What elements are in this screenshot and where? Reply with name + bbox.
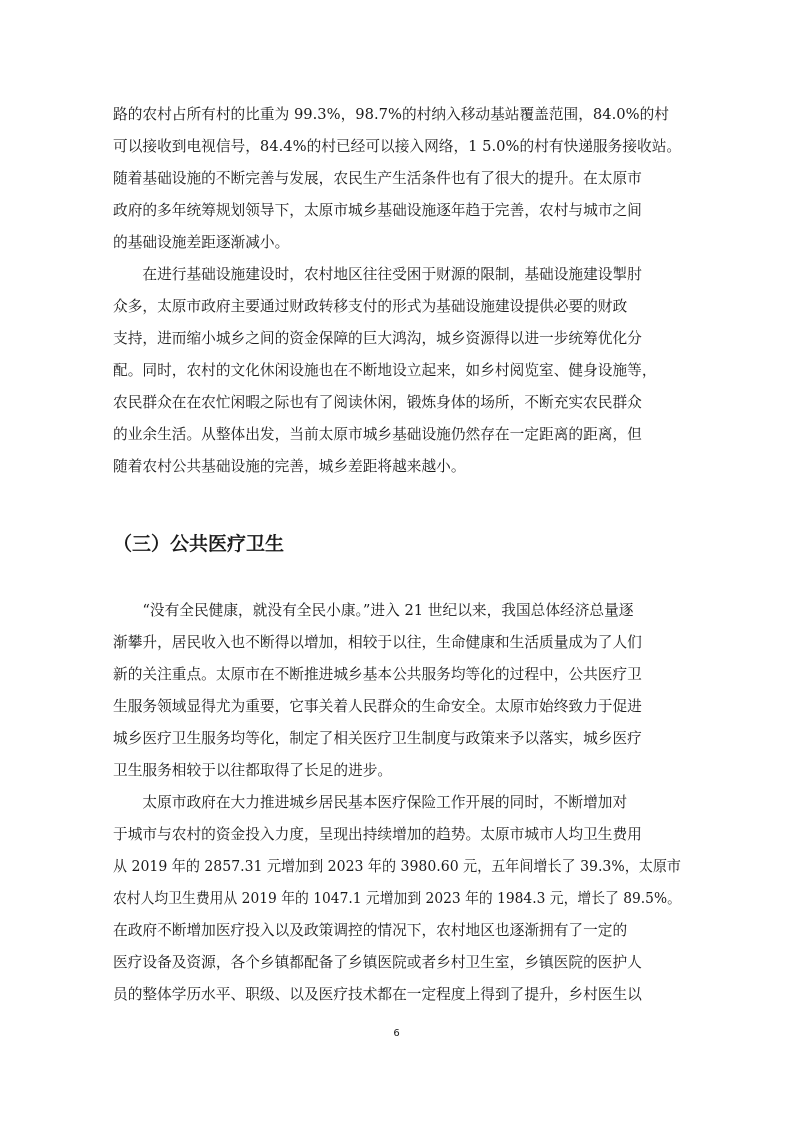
paragraph-line: 的基础设施差距逐渐减小。 xyxy=(113,233,290,251)
paragraph-line: 众多，太原市政府主要通过财政转移支付的形式为基础设施建设提供必要的财政 xyxy=(113,297,628,315)
paragraph-line: 医疗设备及资源，各个乡镇都配备了乡镇医院或者乡村卫生室，乡镇医院的医护人 xyxy=(113,953,642,971)
paragraph-line: 路的农村占所有村的比重为 99.3%，98.7%的村纳入移动基站覆盖范围，84.0%的村 xyxy=(113,105,669,123)
paragraph-line: 员的整体学历水平、职级、以及医疗技术都在一定程度上得到了提升，乡村医生以 xyxy=(113,985,642,1003)
paragraph-line: 政府的多年统筹规划领导下，太原市城乡基础设施逐年趋于完善，农村与城市之间 xyxy=(113,201,642,219)
paragraph-line: 可以接收到电视信号，84.4%的村已经可以接入网络，1 5.0%的村有快递服务接收站。 xyxy=(113,137,682,155)
paragraph-line: 在政府不断增加医疗投入以及政策调控的情况下，农村地区也逐渐拥有了一定的 xyxy=(113,921,628,939)
page-number: 6 xyxy=(393,1028,400,1039)
paragraph-line: 随着农村公共基础设施的完善，城乡差距将越来越小。 xyxy=(113,457,466,475)
paragraph-line: 新的关注重点。太原市在不断推进城乡基本公共服务均等化的过程中，公共医疗卫 xyxy=(113,665,642,683)
paragraph-line: 城乡医疗卫生服务均等化，制定了相关医疗卫生制度与政策来予以落实，城乡医疗 xyxy=(113,729,642,747)
paragraph-line: 支持，进而缩小城乡之间的资金保障的巨大鸿沟，城乡资源得以进一步统筹优化分 xyxy=(113,329,642,347)
paragraph-line: 卫生服务相较于以往都取得了长足的进步。 xyxy=(113,761,393,779)
paragraph-line: 于城市与农村的资金投入力度，呈现出持续增加的趋势。太原市城市人均卫生费用 xyxy=(113,825,642,843)
paragraph-line: 随着基础设施的不断完善与发展，农民生产生活条件也有了很大的提升。在太原市 xyxy=(113,169,642,187)
section-heading: （三）公共医疗卫生 xyxy=(113,533,285,555)
paragraph-line: 农民群众在在农忙闲暇之际也有了阅读休闲，锻炼身体的场所，不断充实农民群众 xyxy=(113,393,642,411)
paragraph-line: 在进行基础设施建设时，农村地区往往受困于财源的限制，基础设施建设掣肘 xyxy=(113,265,642,283)
paragraph-line: 太原市政府在大力推进城乡居民基本医疗保险工作开展的同时，不断增加对 xyxy=(113,793,628,811)
paragraph-line: 配。同时，农村的文化休闲设施也在不断地设立起来，如乡村阅览室、健身设施等， xyxy=(113,361,657,379)
paragraph-line: 渐攀升，居民收入也不断得以增加，相较于以往，生命健康和生活质量成为了人们 xyxy=(113,633,642,651)
paragraph-line: “没有全民健康，就没有全民小康。”进入 21 世纪以来，我国总体经济总量逐 xyxy=(113,601,634,619)
paragraph-line: 农村人均卫生费用从 2019 年的 1047.1 元增加到 2023 年的 1984.3 元，增长了 89.5%。 xyxy=(113,889,681,907)
paragraph-line: 生服务领域显得尤为重要，它事关着人民群众的生命安全。太原市始终致力于促进 xyxy=(113,697,642,715)
paragraph-line: 从 2019 年的 2857.31 元增加到 2023 年的 3980.60 元，五年间增长了 39.3%，太原市 xyxy=(113,857,681,875)
paragraph-line: 的业余生活。从整体出发，当前太原市城乡基础设施仍然存在一定距离的距离，但 xyxy=(113,425,642,443)
